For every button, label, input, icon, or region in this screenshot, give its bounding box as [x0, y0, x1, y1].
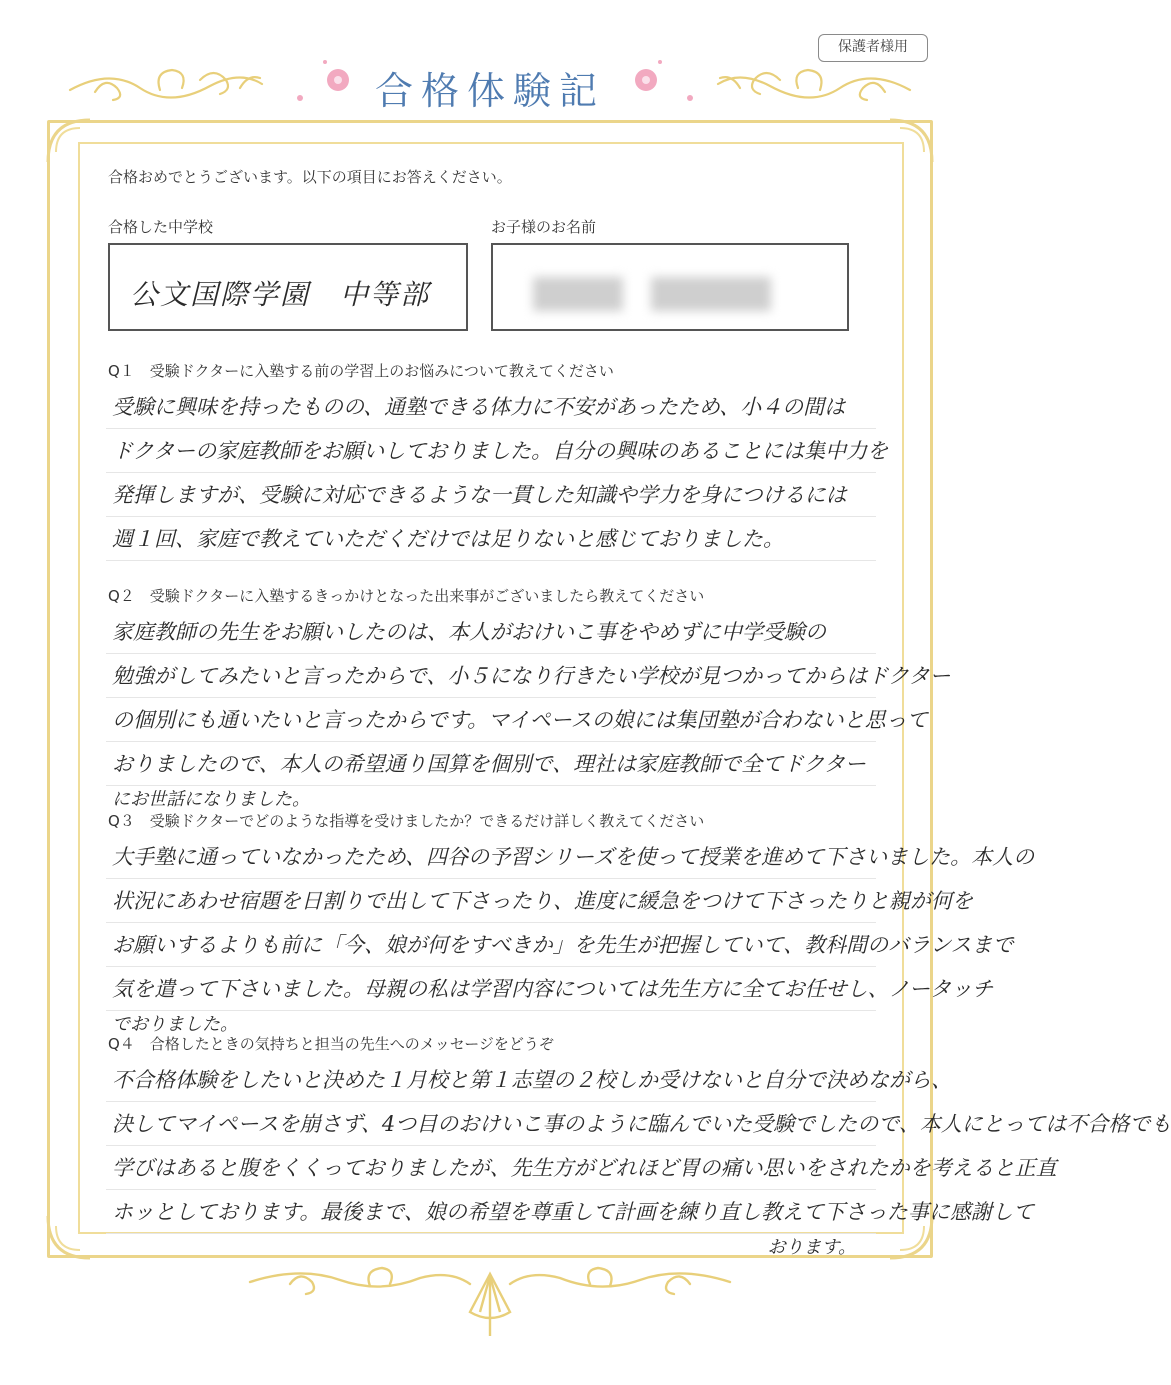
answer-line: 週１回、家庭で教えていただくだけでは足りないと感じておりました。	[106, 517, 876, 561]
intro-text: 合格おめでとうございます。以下の項目にお答えください。	[108, 168, 512, 186]
footer-ornament	[0, 1262, 980, 1342]
corner-ornament-icon	[880, 112, 940, 172]
answer-4	[106, 1058, 1171, 1264]
answer-line: の個別にも通いたいと言ったからです。マイペースの娘には集団塾が合わないと思って	[106, 698, 876, 742]
answer-line: 状況にあわせ宿題を日割りで出して下さったり、進度に緩急をつけて下さったりと親が何を	[106, 879, 876, 923]
answer-line: 家庭教師の先生をお願いしたのは、本人がおけいこ事をやめずに中学受験の	[106, 610, 876, 654]
answer-line: にお世話になりました。	[112, 789, 310, 810]
answer-1	[106, 385, 889, 561]
answer-2	[106, 610, 951, 816]
answer-line: おります。	[767, 1237, 856, 1258]
question-4-label: Q４ 合格したときの気持ちと担当の先生へのメッセージをどうぞ	[108, 1035, 554, 1053]
answer-3	[106, 835, 1035, 1041]
corner-ornament-icon	[40, 112, 100, 172]
name-field	[491, 243, 849, 331]
shell-ornament-icon	[470, 1274, 510, 1336]
answer-line: 不合格体験をしたいと決めた１月校と第１志望の２校しか受けないと自分で決めながら、	[106, 1058, 876, 1102]
answer-line: 学びはあると腹をくくっておりましたが、先生方がどれほど胃の痛い思いをされたかを考えると正直	[106, 1146, 876, 1190]
answer-line: 大手塾に通っていなかったため、四谷の予習シリーズを使って授業を進めて下さいました。本人の	[106, 835, 876, 879]
name-label: お子様のお名前	[491, 218, 597, 236]
redacted-name	[533, 277, 623, 311]
answer-line: 勉強がしてみたいと言ったからで、小５になり行きたい学校が見つかってからはドクター	[106, 654, 876, 698]
answer-line: 受験に興味を持ったものの、通塾できる体力に不安があったため、小４の間は	[106, 385, 876, 429]
question-1-label: Q１ 受験ドクターに入塾する前の学習上のお悩みについて教えてください	[108, 362, 614, 380]
guardian-badge: 保護者様用	[818, 34, 928, 62]
school-label: 合格した中学校	[108, 218, 214, 236]
question-2-label: Q２ 受験ドクターに入塾するきっかけとなった出来事がございましたら教えてください	[108, 587, 705, 605]
answer-line: 発揮しますが、受験に対応できるような一貫した知識や学力を身につけるには	[106, 473, 876, 517]
school-field	[108, 243, 468, 331]
page-title: 合格体験記	[374, 69, 605, 113]
corner-ornament-icon	[40, 1206, 100, 1266]
answer-line: 決してマイペースを崩さず、4つ目のおけいこ事のように臨んでいた受験でしたので、本人にとっては不合格でも	[106, 1102, 876, 1146]
answer-line: ドクターの家庭教師をお願いしておりました。自分の興味のあることには集中力を	[106, 429, 876, 473]
school-value: 公文国際学園 中等部	[130, 278, 431, 311]
answer-line: おりましたので、本人の希望通り国算を個別で、理社は家庭教師で全てドクター	[106, 742, 876, 786]
answer-line: ホッとしております。最後まで、娘の希望を尊重して計画を練り直し教えて下さった事に感謝して	[106, 1190, 876, 1234]
answer-line: でおりました。	[112, 1014, 238, 1035]
answer-line: 気を遣って下さいました。母親の私は学習内容については先生方に全てお任せし、ノータッチ	[106, 967, 876, 1011]
answer-line: お願いするよりも前に「今、娘が何をすべきか」を先生が把握していて、教科間のバランスまで	[106, 923, 876, 967]
question-3-label: Q３ 受験ドクターでどのような指導を受けましたか？できるだけ詳しく教えてください	[108, 812, 705, 830]
redacted-name	[651, 277, 771, 311]
